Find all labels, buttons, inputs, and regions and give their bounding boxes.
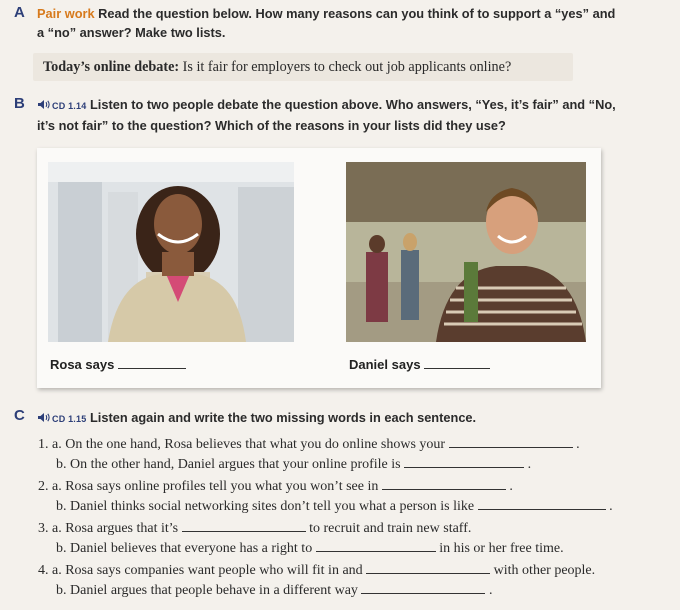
- rosa-says-label: Rosa says: [50, 357, 115, 372]
- debate-question: [33, 53, 573, 81]
- exercise-item: [38, 519, 678, 539]
- section-b-line1: Listen to two people debate the question above. Who answers, “Yes, it’s fair” and “No,: [89, 97, 616, 112]
- item-number: 4. a.: [38, 563, 66, 578]
- item-number: 2. a.: [38, 479, 66, 494]
- exercise-item: [38, 561, 678, 581]
- exercise-item: [38, 581, 678, 601]
- section-c-text: Listen again and write the two missing words in each sentence.: [89, 410, 477, 425]
- daniel-caption: [349, 357, 490, 372]
- cd-track-c: CD 1.15: [52, 414, 87, 424]
- item-text-before: Daniel argues that people behave in a different way: [70, 583, 362, 598]
- item-number: 1. a.: [38, 437, 66, 452]
- audio-icon[interactable]: [37, 96, 51, 115]
- item-text-before: On the one hand, Rosa believes that what you do online shows your: [65, 437, 449, 452]
- item-text-after: .: [485, 583, 493, 598]
- exercise-item: [38, 539, 678, 559]
- daniel-photo: [346, 162, 586, 342]
- item-text-after: .: [572, 437, 580, 452]
- item-text-before: Daniel thinks social networking sites don’t tell you what a person is like: [70, 499, 478, 514]
- item-text-after: .: [605, 499, 613, 514]
- exercise-item: [38, 477, 678, 497]
- audio-icon[interactable]: [37, 409, 51, 428]
- section-b-line2: it’s not fair” to the question? Which of the reasons in your lists did they use?: [37, 118, 506, 133]
- cd-track-b: CD 1.14: [52, 101, 87, 111]
- section-a-letter: A: [14, 4, 25, 21]
- debate-box: [33, 53, 573, 81]
- section-b-instruction: [37, 95, 677, 135]
- answer-blank[interactable]: [182, 531, 306, 532]
- answer-blank[interactable]: [361, 593, 485, 594]
- exercise-list: [38, 435, 678, 603]
- item-text-before: On the other hand, Daniel argues that your online profile is: [70, 457, 405, 472]
- item-text-after: .: [524, 457, 532, 472]
- section-c-letter: C: [14, 407, 25, 424]
- section-c-instruction: [37, 408, 476, 429]
- debate-question-text: Is it fair for employers to check out job applicants online?: [179, 59, 512, 75]
- daniel-blank[interactable]: [424, 368, 490, 369]
- item-text-before: Rosa argues that it’s: [65, 521, 182, 536]
- answer-blank[interactable]: [382, 489, 506, 490]
- section-a-line2: a “no” answer? Make two lists.: [37, 25, 226, 40]
- answer-blank[interactable]: [404, 467, 524, 468]
- pair-work-label: Pair work: [37, 6, 95, 21]
- item-number: b.: [56, 583, 70, 598]
- item-text-after: with other people.: [490, 563, 596, 578]
- answer-blank[interactable]: [316, 551, 436, 552]
- photo-card: [37, 148, 601, 388]
- item-number: b.: [56, 541, 70, 556]
- item-number: 3. a.: [38, 521, 66, 536]
- section-b-letter: B: [14, 95, 25, 112]
- rosa-blank[interactable]: [118, 368, 186, 369]
- item-number: b.: [56, 457, 70, 472]
- answer-blank[interactable]: [366, 573, 490, 574]
- item-text-before: Rosa says companies want people who will fit in and: [65, 563, 367, 578]
- rosa-caption: [50, 357, 186, 372]
- section-a-line1: Read the question below. How many reasons can you think of to support a “yes” and: [94, 6, 616, 21]
- item-text-after: to recruit and train new staff.: [305, 521, 472, 536]
- answer-blank[interactable]: [478, 509, 606, 510]
- rosa-photo: [48, 162, 294, 342]
- section-a-instruction: [37, 4, 677, 42]
- item-text-after: in his or her free time.: [435, 541, 564, 556]
- exercise-item: [38, 455, 678, 475]
- answer-blank[interactable]: [449, 447, 573, 448]
- exercise-item: [38, 435, 678, 455]
- item-text-before: Daniel believes that everyone has a right to: [70, 541, 316, 556]
- exercise-item: [38, 497, 678, 517]
- item-number: b.: [56, 499, 70, 514]
- item-text-before: Rosa says online profiles tell you what you won’t see in: [65, 479, 382, 494]
- item-text-after: .: [505, 479, 513, 494]
- daniel-says-label: Daniel says: [349, 357, 421, 372]
- debate-label: Today’s online debate:: [43, 59, 180, 75]
